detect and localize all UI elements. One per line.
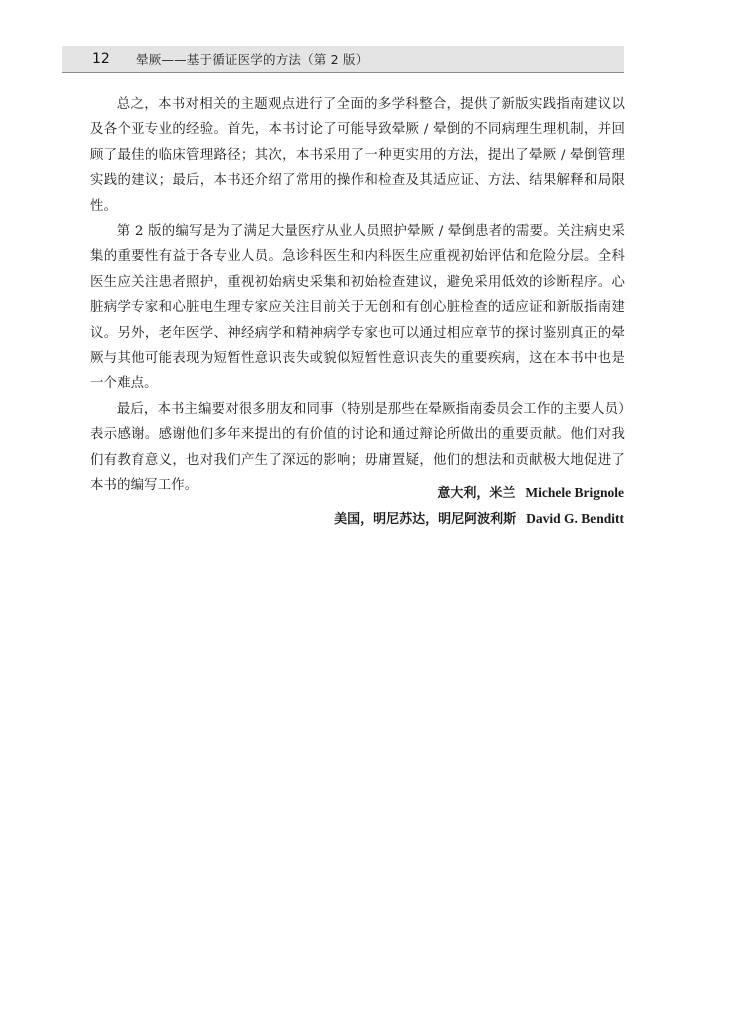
signature-name: Michele Brignole <box>525 485 624 500</box>
body-text <box>90 92 625 499</box>
signature-line <box>334 480 624 506</box>
running-title: 晕厥——基于循证医学的方法（第 2 版） <box>136 52 369 67</box>
page-number: 12 <box>92 51 110 67</box>
paragraph: 第 2 版的编写是为了满足大量医疗从业人员照护晕厥 / 晕倒患者的需要。关注病史采集的重要性有益于各专业人员。急诊科医生和内科医生应重视初始评估和危险分层。全科医生应关注患者照护，重视初始病史采集和初始检查建议，避免采用低效的诊断程序。心脏病学专家和心脏电生理专家应关注目前关于无创和有创心脏检查的适应证和新版指南建议。另外，老年医学、神经病学和精神病学专家也可以通过相应章节的探讨鉴别真正的晕厥与其他可能表现为短暂性意识丧失或貌似短暂性意识丧失的重要疾病，这在本书中也是一个难点。 <box>90 224 625 392</box>
signature-name: David G. Benditt <box>526 511 624 526</box>
running-header <box>62 46 624 73</box>
paragraph: 最后，本书主编要对很多朋友和同事（特别是那些在晕厥指南委员会工作的主要人员）表示感谢。感谢他们多年来提出的有价值的讨论和通过辩论所做出的重要贡献。他们对我们有教育意义，也对我们产生了深远的影响；毋庸置疑，他们的想法和贡献极大地促进了本书的编写工作。 <box>90 401 625 494</box>
signature-line <box>334 506 624 532</box>
signature-place: 美国，明尼苏达，明尼阿波利斯 <box>334 512 517 527</box>
signature-place: 意大利，米兰 <box>437 486 516 501</box>
paragraph: 总之，本书对相关的主题观点进行了全面的多学科整合，提供了新版实践指南建议以及各个亚专业的经验。首先，本书讨论了可能导致晕厥 / 晕倒的不同病理生理机制，并回顾了最佳的临床管理路径；其次，本书采用了一种更实用的方法，提出了晕厥 / 晕倒管理实践的建议；最后，本书还介绍了常用的操作和检查及其适应证、方法、结果解释和局限性。 <box>90 97 625 214</box>
signature-block <box>334 480 624 532</box>
